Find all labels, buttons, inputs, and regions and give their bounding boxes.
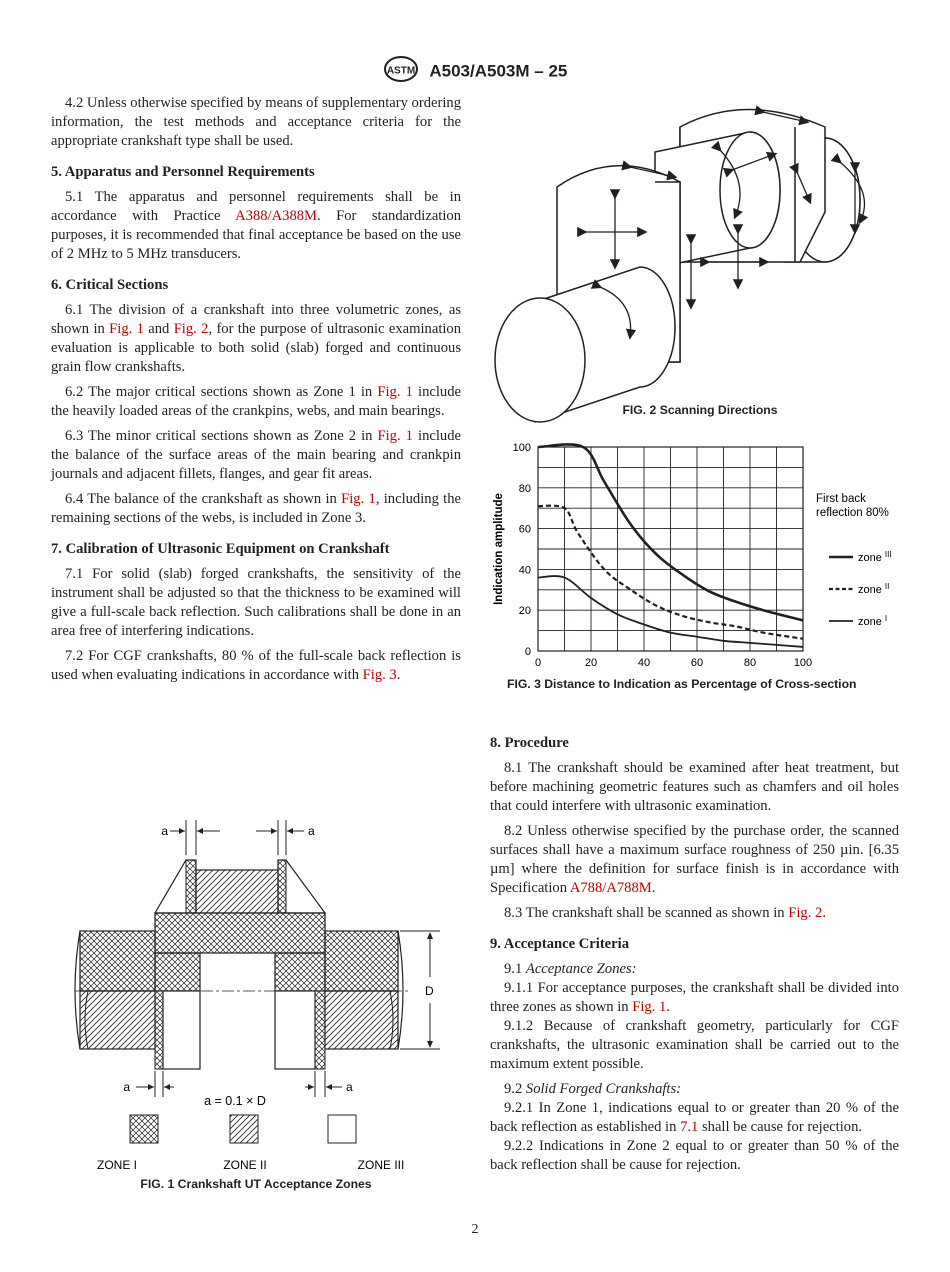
x-tick-label: 40 (637, 657, 651, 669)
x-tick-label: 20 (584, 657, 598, 669)
para-8-2: 8.2 Unless otherwise specified by the purchase order, the scanned surfaces shall have a maximum surface roughness of 250 µin. [6.35 µm] where the definition for surface finish is in accordance with Specification A788/A788M. (490, 823, 899, 896)
legend-swatch-zone-2 (230, 1115, 258, 1143)
section-8-title: 8. Procedure (490, 735, 569, 751)
chart-ticks (513, 442, 813, 669)
chart-grid (538, 447, 803, 651)
designation: A503/A503M – 25 (429, 61, 568, 81)
dim-a-top-right: a (308, 824, 315, 838)
para-6-4: 6.4 The balance of the crankshaft as shown in Fig. 1, including the remaining sections of the webs, is included in Zone 3. (51, 491, 461, 526)
dim-d: D (425, 984, 434, 998)
legend-swatch-zone-1 (130, 1115, 158, 1143)
legend-label: zone $^{III}$ (858, 550, 892, 564)
y-tick-label: 0 (524, 646, 531, 658)
x-tick-label: 0 (534, 657, 542, 669)
para-8-3: 8.3 The crankshaft shall be scanned as shown in Fig. 2. (504, 905, 826, 921)
x-tick-label: 80 (743, 657, 757, 669)
link-a388[interactable]: A388/A388M (235, 208, 318, 224)
y-tick-label: 100 (512, 442, 531, 454)
y-tick-label: 80 (518, 482, 531, 495)
para-9-1-1: 9.1.1 For acceptance purposes, the crankshaft shall be divided into three zones as shown in Fig. 1. (490, 980, 899, 1015)
legend-swatch-zone-3 (328, 1115, 356, 1143)
fig1-caption: FIG. 1 Crankshaft UT Acceptance Zones (140, 1177, 372, 1191)
astm-logo-text: ASTM (386, 65, 415, 77)
legend-label: zone $^I$ (858, 614, 888, 628)
para-7-1: 7.1 For solid (slab) forged crankshafts, the sensitivity of the instrument shall be adjusted so that the thickness to be examined will give a full-scale back reflection. Such calibrations shall be done in an area free of interfering indications. (51, 566, 461, 639)
legend-zone-1: ZONE I (96, 1158, 138, 1172)
legend-label: zone $^{II}$ (858, 582, 890, 596)
dim-a-bottom-left: a (123, 1080, 130, 1094)
annotation-line-1: First back (816, 493, 866, 505)
dim-a-bottom-right: a (346, 1080, 353, 1094)
para-7-2: 7.2 For CGF crankshafts, 80 % of the full-scale back reflection is used when evaluating indications in accordance with Fig. 3. (51, 648, 461, 683)
para-9-1: 9.1 Acceptance Zones: (504, 961, 637, 977)
link-fig1[interactable]: Fig. 1 (341, 491, 376, 507)
link-7-1[interactable]: 7.1 (680, 1119, 699, 1135)
para-5-1: 5.1 The apparatus and personnel requirements shall be in accordance with Practice A388/A388M. For standardization purposes, it is recommended that final acceptance be based on the use of 2 MHz to 5 MHz transducers. (51, 189, 461, 262)
para-6-2: 6.2 The major critical sections shown as Zone 1 in Fig. 1 include the heavily loaded areas of the crankpins, webs, and main bearings. (51, 384, 461, 419)
link-fig1[interactable]: Fig. 1 (632, 999, 667, 1015)
page-number: 2 (471, 1222, 479, 1237)
section-9-title: 9. Acceptance Criteria (490, 936, 629, 952)
para-9-2: 9.2 Solid Forged Crankshafts: (504, 1081, 682, 1097)
section-5-title: 5. Apparatus and Personnel Requirements (51, 164, 315, 180)
link-a788[interactable]: A788/A788M (569, 880, 652, 896)
left-column (51, 94, 461, 691)
fig2-caption: FIG. 2 Scanning Directions (622, 403, 778, 417)
para-9-1-2: 9.1.2 Because of crankshaft geometry, particularly for CGF crankshafts, the ultrasonic examination shall be carried out to the maximum extent possible. (490, 1018, 899, 1072)
x-tick-label: 60 (690, 657, 704, 669)
dim-a-top-left: a (161, 824, 168, 838)
section-6-title: 6. Critical Sections (51, 277, 169, 293)
right-column (490, 722, 899, 1175)
y-tick-label: 20 (518, 605, 531, 618)
link-fig1[interactable]: Fig. 1 (377, 384, 413, 400)
link-fig1[interactable]: Fig. 1 (377, 428, 413, 444)
para-9-2-2: 9.2.2 Indications in Zone 2 equal to or greater than 50 % of the back reflection shall be cause for rejection. (490, 1138, 899, 1173)
section-7-title: 7. Calibration of Ultrasonic Equipment on Crankshaft (51, 541, 390, 557)
y-axis-label: Indication amplitude (493, 493, 505, 605)
para-6-3: 6.3 The minor critical sections shown as Zone 2 in Fig. 1 include the balance of the surface areas of the main bearing and crankpin journals and adjacent fillets, flanges, and gear fit areas. (51, 428, 462, 482)
link-fig2[interactable]: Fig. 2 (173, 321, 209, 337)
para-6-1: 6.1 The division of a crankshaft into three volumetric zones, as shown in Fig. 1 and Fig. 2, for the purpose of ultrasonic examination evaluation is applicable to both solid (slab) forged and continuous grain flow crankshafts. (51, 302, 462, 375)
link-fig2[interactable]: Fig. 2 (788, 905, 823, 921)
link-fig1[interactable]: Fig. 1 (109, 321, 144, 337)
link-fig3[interactable]: Fig. 3 (362, 667, 397, 683)
para-4-2: 4.2 Unless otherwise specified by means of supplementary ordering information, the test methods and acceptance criteria for the appropriate crankshaft type shall be used. (51, 95, 461, 149)
figure-3-chart (488, 440, 908, 675)
formula: a = 0.1 × D (204, 1094, 266, 1108)
annotation-line-2: reflection 80% (816, 507, 889, 519)
x-tick-label: 100 (793, 657, 813, 669)
fig3-caption: FIG. 3 Distance to Indication as Percentage of Cross-section (507, 677, 857, 691)
chart-legend (829, 550, 892, 628)
para-8-1: 8.1 The crankshaft should be examined after heat treatment, but before machining geometric features such as chamfers and oil holes that could interfere with ultrasonic examination. (490, 760, 900, 814)
y-tick-label: 40 (518, 564, 531, 577)
legend-zone-3: ZONE III (357, 1158, 405, 1172)
para-9-2-1: 9.2.1 In Zone 1, indications equal to or greater than 20 % of the back reflection as established in 7.1 shall be cause for rejection. (490, 1100, 899, 1135)
astm-logo-icon (383, 55, 419, 88)
legend-zone-2: ZONE II (223, 1158, 267, 1172)
figure-1-zones (70, 815, 434, 1175)
y-tick-label: 60 (518, 523, 531, 536)
figure-2-scanning (495, 92, 905, 402)
page-header (0, 55, 950, 88)
